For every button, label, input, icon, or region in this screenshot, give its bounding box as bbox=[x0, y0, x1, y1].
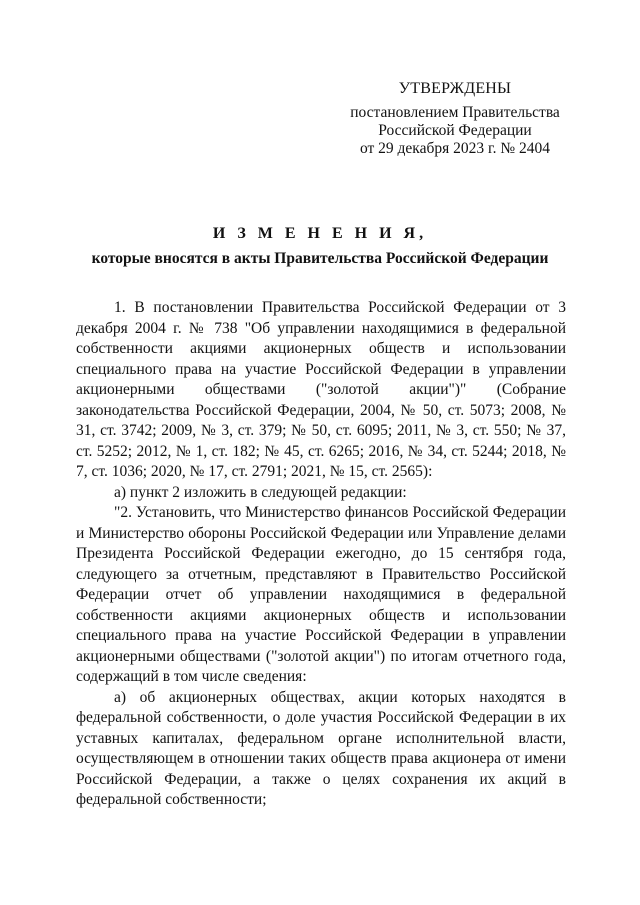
paragraph-1: 1. В постановлении Правительства Российской Федерации от 3 декабря 2004 г. № 738 "Об управлении находящимися в федеральной собственности акциями акционерных обществ и использовании специального права на участие Российской Федерации в управлении акционерными обществами ("золотой акции")" (Собрание законодательства Российской Федерации, 2004, № 50, ст. 5073; 2008, № 31, ст. 3742; 2009, № 3, ст. 379; № 50, ст. 6095; 2011, № 3, ст. 550; № 37, ст. 5252; 2012, № 1, ст. 182; № 45, ст. 6265; 2016, № 34, ст. 5244; 2018, № 7, ст. 1036; 2020, № 17, ст. 2791; 2021, № 15, ст. 2565): bbox=[76, 299, 566, 480]
paragraph-2: а) пункт 2 изложить в следующей редакции: bbox=[114, 483, 407, 501]
document-body bbox=[76, 298, 566, 811]
approval-heading: УТВЕРЖДЕНЫ bbox=[398, 80, 512, 97]
approval-line-1: постановлением Правительства bbox=[350, 104, 560, 121]
approval-line-2: Российской Федерации bbox=[378, 122, 532, 139]
document-title: И З М Е Н Е Н И Я, bbox=[212, 225, 428, 242]
paragraph-3: "2. Установить, что Министерство финансов Российской Федерации и Министерство обороны Российской Федерации или Управление делами Президента Российской Федерации ежегодно, до 15 сентября года, следующего за отчетным, представляют в Правительство Российской Федерации отчет об управлении находящимися в федеральной собственности акциями акционерных обществ и использовании специального права на участие Российской Федерации в управлении акционерными обществами ("золотой акции") по итогам отчетного года, содержащий в том числе сведения: bbox=[76, 504, 566, 685]
document-subtitle: которые вносятся в акты Правительства Российской Федерации bbox=[91, 250, 549, 267]
approval-line-3: от 29 декабря 2023 г. № 2404 bbox=[359, 140, 551, 157]
approval-block bbox=[335, 80, 575, 158]
paragraph-4: а) об акционерных обществах, акции которых находятся в федеральной собственности, о доле участия Российской Федерации в их уставных капиталах, федеральном органе исполнительной власти, осуществляющем в отношении таких обществ права акционера от имени Российской Федерации, а также о целях сохранения их акций в федеральной собственности; bbox=[76, 688, 566, 808]
